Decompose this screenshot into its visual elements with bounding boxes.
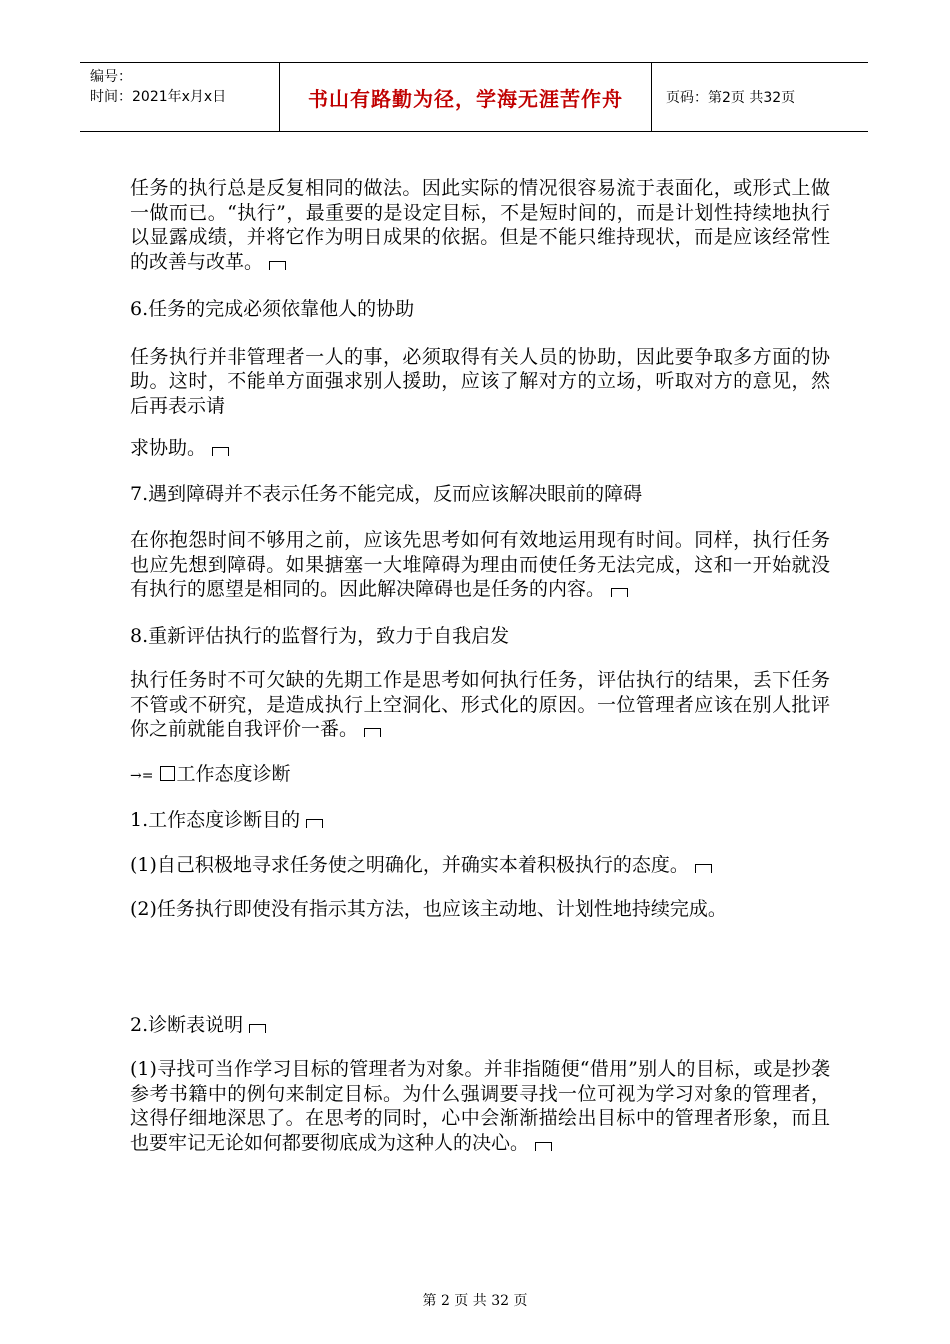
- list-item: (2)任务执行即使没有指示其方法，也应该主动地、计划性地持续完成。: [130, 898, 727, 920]
- list-item: [130, 853, 830, 878]
- header-motto-cell: [280, 63, 652, 131]
- subheading-text: 1.工作态度诊断目的: [130, 809, 301, 831]
- paragraph: [130, 176, 830, 274]
- section-title: 工作态度诊断: [176, 762, 291, 785]
- paragraph-text: 求协助。: [130, 437, 207, 459]
- return-mark-icon: [212, 447, 229, 456]
- section-heading-7: 7.遇到障碍并不表示任务不能完成，反而应该解决眼前的障碍: [130, 482, 643, 505]
- paragraph-text: 任务的执行总是反复相同的做法。因此实际的情况很容易流于表面化，或形式上做一做而已。“执行”，最重要的是设定目标，不是短时间的，而是计划性持续地执行以显露成绩，并将它作为明日成果的依据。但是不能只维持现状，而是应该经常性的改善与改革。: [130, 177, 830, 273]
- doc-number-label: 编号：: [90, 69, 132, 85]
- paragraph: [130, 436, 830, 461]
- section-heading-6: 6.任务的完成必须依靠他人的协助: [130, 298, 415, 320]
- list-item-text: (1)寻找可当作学习目标的管理者为对象。并非指随便“借用”别人的目标，或是抄袭参考书籍中的例句来制定目标。为什么强调要寻找一位可视为学习对象的管理者，这得仔细地深思了。在思考的同时，心中会渐渐描绘出目标中的管理者形象，而且也要牢记无论如何都要彻底成为这种人的决心。: [130, 1058, 830, 1154]
- header-motto: 书山有路勤为径，学海无涯苦作舟: [308, 86, 623, 111]
- section-prefix: →=: [130, 767, 154, 784]
- subheading-text: 2.诊断表说明: [130, 1013, 244, 1036]
- return-mark-icon: [306, 819, 323, 828]
- return-mark-icon: [535, 1142, 552, 1151]
- header-page-cell: [652, 63, 868, 131]
- checkbox-square-icon: [160, 766, 175, 781]
- paragraph: [130, 668, 830, 742]
- list-item-text: (1)自己积极地寻求任务使之明确化，并确实本着积极执行的态度。: [130, 853, 689, 876]
- page-footer: 第 2 页 共 32 页: [422, 1293, 528, 1309]
- paragraph: 任务执行并非管理者一人的事，必须取得有关人员的协助，因此要争取多方面的协助。这时，不能单方面强求别人援助，应该了解对方的立场，听取对方的意见，然后再表示请: [130, 345, 830, 417]
- header-meta: [80, 63, 280, 131]
- return-mark-icon: [695, 864, 712, 873]
- return-mark-icon: [269, 261, 286, 270]
- header-page-code: 页码：第2页 共32页: [666, 90, 796, 106]
- page-header: [80, 62, 868, 132]
- return-mark-icon: [249, 1024, 266, 1033]
- return-mark-icon: [611, 588, 628, 597]
- return-mark-icon: [364, 728, 381, 737]
- section-heading-2: [130, 762, 830, 789]
- document-body: [130, 172, 830, 1155]
- paragraph: [130, 528, 830, 602]
- section-heading-8: 8.重新评估执行的监督行为，致力于自我启发: [130, 624, 510, 647]
- paragraph-text: 执行任务时不可欠缺的先期工作是思考如何执行任务，评估执行的结果，丢下任务不管或不研究，是造成执行上空洞化、形式化的原因。一位管理者应该在别人批评你之前就能自我评价一番。: [130, 669, 830, 740]
- subheading: [130, 808, 830, 833]
- subheading: [130, 1013, 830, 1038]
- list-item: [130, 1057, 830, 1155]
- paragraph-text: 在你抱怨时间不够用之前，应该先思考如何有效地运用现有时间。同样，执行任务也应先想到障碍。如果搪塞一大堆障碍为理由而使任务无法完成，这和一开始就没有执行的愿望是相同的。因此解决障碍也是任务的内容。: [130, 529, 830, 600]
- doc-time: 时间：2021年x月x日: [90, 89, 227, 105]
